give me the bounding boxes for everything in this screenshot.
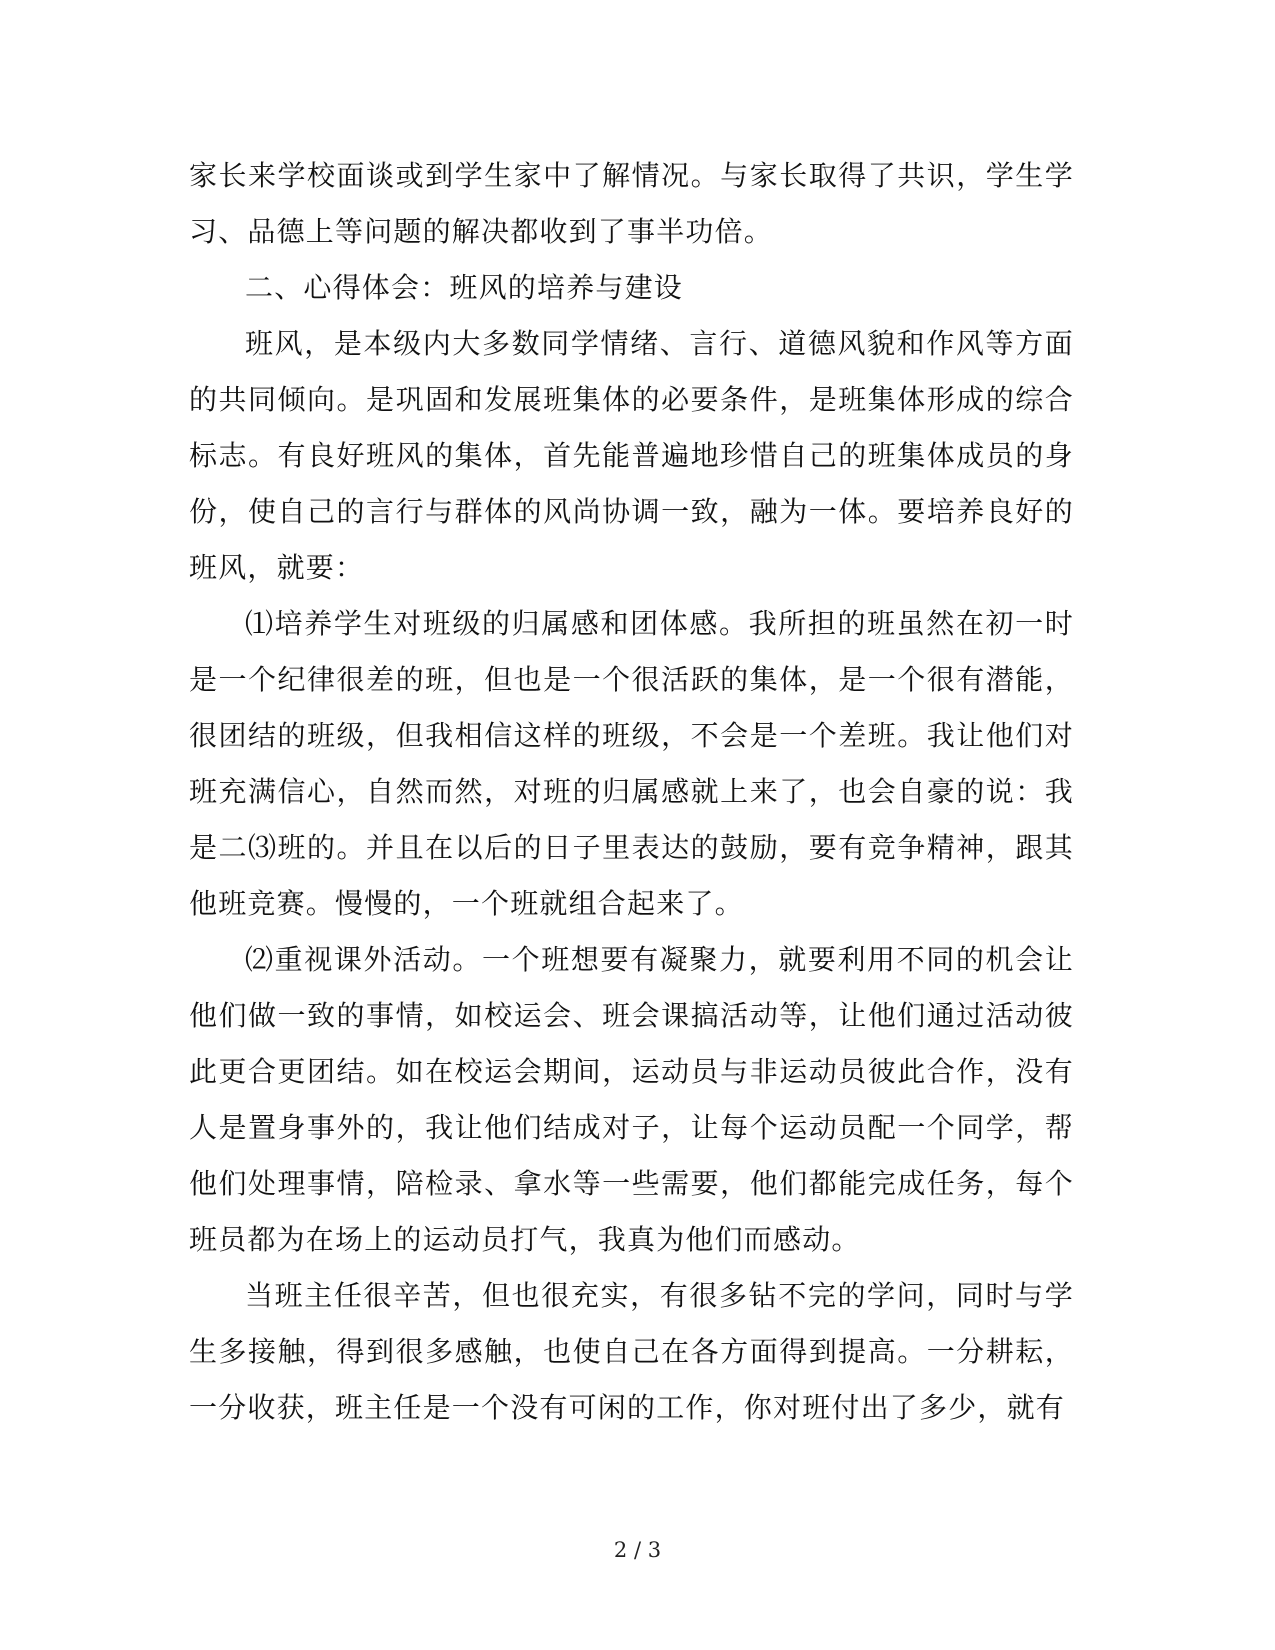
paragraph-point-2: ⑵重视课外活动。一个班想要有凝聚力，就要利用不同的机会让他们做一致的事情，如校运会、班会课搞活动等，让他们通过活动彼此更合更团结。如在校运会期间，运动员与非运动员彼此合作，没有人是置身事外的，我让他们结成对子，让每个运动员配一个同学，帮他们处理事情，陪检录、拿水等一些需要，他们都能完成任务，每个班员都为在场上的运动员打气，我真为他们而感动。 (189, 943, 1074, 1256)
document-body (189, 148, 1074, 1436)
paragraph-conclusion: 当班主任很辛苦，但也很充实，有很多钻不完的学问，同时与学生多接触，得到很多感触，也使自己在各方面得到提高。一分耕耘，一分收获，班主任是一个没有可闲的工作，你对班付出了多少，就有 (189, 1279, 1074, 1424)
paragraph-point-1: ⑴培养学生对班级的归属感和团体感。我所担的班虽然在初一时是一个纪律很差的班，但也是一个很活跃的集体，是一个很有潜能，很团结的班级，但我相信这样的班级，不会是一个差班。我让他们对班充满信心，自然而然，对班的归属感就上来了，也会自豪的说：我是二⑶班的。并且在以后的日子里表达的鼓励，要有竞争精神，跟其他班竞赛。慢慢的，一个班就组合起来了。 (189, 607, 1074, 920)
section-heading: 二、心得体会：班风的培养与建设 (245, 271, 684, 304)
page-number: 2 / 3 (613, 1538, 662, 1562)
paragraph-class-spirit: 班风，是本级内大多数同学情绪、言行、道德风貌和作风等方面的共同倾向。是巩固和发展班集体的必要条件，是班集体形成的综合标志。有良好班风的集体，首先能普遍地珍惜自己的班集体成员的身份，使自己的言行与群体的风尚协调一致，融为一体。要培养良好的班风，就要： (189, 327, 1074, 584)
paragraph-continuation: 家长来学校面谈或到学生家中了解情况。与家长取得了共识，学生学习、品德上等问题的解决都收到了事半功倍。 (189, 159, 1074, 248)
